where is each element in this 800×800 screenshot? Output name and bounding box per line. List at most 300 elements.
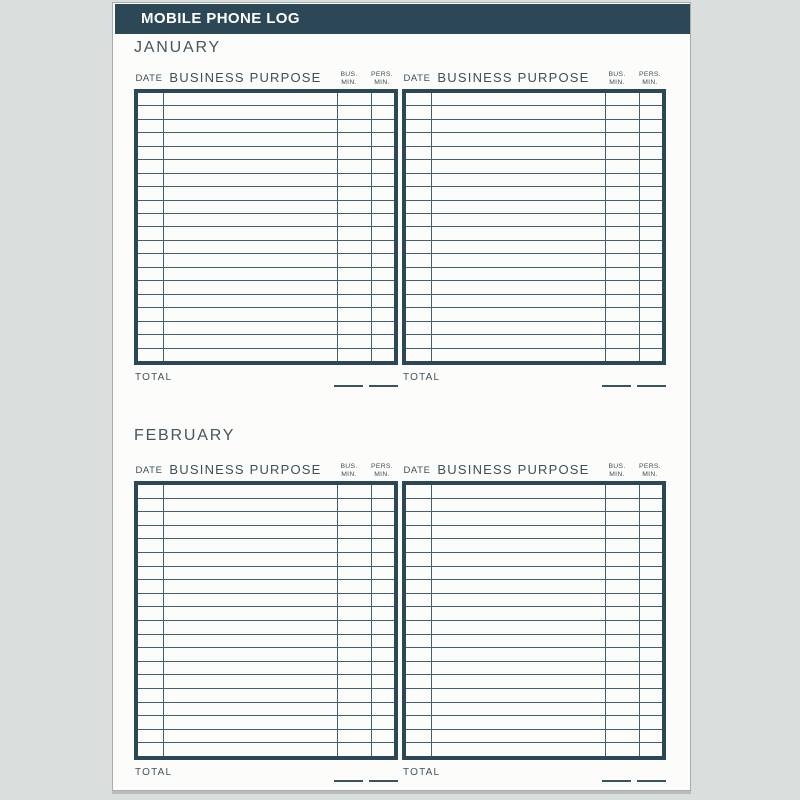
log-cell-blank bbox=[606, 730, 639, 743]
log-cell-blank bbox=[606, 621, 639, 634]
log-cell-blank bbox=[338, 526, 371, 539]
log-cell-blank bbox=[432, 621, 605, 634]
log-cell-blank bbox=[372, 201, 394, 213]
log-cell-blank bbox=[164, 580, 337, 593]
log-cell-blank bbox=[606, 743, 639, 756]
log-cell-blank bbox=[432, 526, 605, 539]
log-cell-blank bbox=[640, 214, 662, 226]
log-cell-blank bbox=[338, 349, 371, 361]
log-cell-blank bbox=[164, 499, 337, 512]
log-cell-blank bbox=[640, 743, 662, 756]
total-personal-minutes-blank-line bbox=[637, 385, 666, 387]
log-cell-blank bbox=[432, 635, 605, 648]
log-cell-blank bbox=[606, 295, 639, 307]
log-cell-blank bbox=[138, 335, 163, 347]
log-cell-blank bbox=[640, 160, 662, 172]
month-title-february: FEBRUARY bbox=[134, 427, 236, 444]
log-cell-blank bbox=[406, 662, 431, 675]
log-cell-blank bbox=[138, 662, 163, 675]
log-cell-blank bbox=[606, 526, 639, 539]
log-cell-blank bbox=[606, 675, 639, 688]
log-cell-blank bbox=[338, 539, 371, 552]
log-cell-blank bbox=[640, 201, 662, 213]
log-cell-blank bbox=[164, 308, 337, 320]
log-cell-blank bbox=[338, 689, 371, 702]
log-cell-blank bbox=[338, 580, 371, 593]
log-cell-blank bbox=[372, 120, 394, 132]
date-column-header: DATE bbox=[135, 465, 163, 476]
log-cell-blank bbox=[164, 662, 337, 675]
log-cell-blank bbox=[164, 675, 337, 688]
log-cell-blank bbox=[606, 187, 639, 199]
total-label: TOTAL bbox=[403, 767, 441, 778]
log-cell-blank bbox=[432, 147, 605, 159]
log-cell-blank bbox=[372, 241, 394, 253]
log-cell-blank bbox=[138, 689, 163, 702]
log-cell-blank bbox=[372, 485, 394, 498]
log-cell-blank bbox=[406, 187, 431, 199]
total-personal-minutes-blank-line bbox=[369, 780, 398, 782]
log-cell-blank bbox=[138, 635, 163, 648]
log-cell-blank bbox=[138, 106, 163, 118]
personal-minutes-column-header: PERS. MIN. bbox=[371, 462, 393, 478]
log-cell-blank bbox=[640, 174, 662, 186]
log-cell-blank bbox=[164, 147, 337, 159]
log-cell-blank bbox=[406, 254, 431, 266]
log-cell-blank bbox=[606, 499, 639, 512]
log-cell-blank bbox=[432, 133, 605, 145]
log-cell-blank bbox=[640, 93, 662, 105]
log-cell-blank bbox=[164, 607, 337, 620]
log-cell-blank bbox=[640, 703, 662, 716]
log-cell-blank bbox=[406, 716, 431, 729]
log-cell-blank bbox=[338, 335, 371, 347]
log-cell-blank bbox=[372, 635, 394, 648]
log-cell-blank bbox=[372, 187, 394, 199]
log-cell-blank bbox=[640, 133, 662, 145]
january-right-log-group bbox=[402, 59, 666, 391]
total-label: TOTAL bbox=[135, 767, 173, 778]
log-cell-blank bbox=[338, 621, 371, 634]
log-cell-blank bbox=[372, 147, 394, 159]
log-cell-blank bbox=[432, 567, 605, 580]
log-cell-blank bbox=[432, 214, 605, 226]
log-cell-blank bbox=[338, 106, 371, 118]
log-cell-blank bbox=[164, 120, 337, 132]
log-cell-blank bbox=[606, 703, 639, 716]
log-cell-blank bbox=[606, 93, 639, 105]
log-cell-blank bbox=[372, 227, 394, 239]
log-cell-blank bbox=[640, 241, 662, 253]
log-cell-blank bbox=[606, 174, 639, 186]
total-personal-minutes-blank-line bbox=[369, 385, 398, 387]
log-cell-blank bbox=[138, 201, 163, 213]
log-cell-blank bbox=[606, 133, 639, 145]
log-cell-blank bbox=[138, 227, 163, 239]
log-cell-blank bbox=[138, 730, 163, 743]
log-cell-blank bbox=[432, 607, 605, 620]
total-business-minutes-blank-line bbox=[602, 780, 631, 782]
log-cell-blank bbox=[372, 106, 394, 118]
log-cell-blank bbox=[338, 174, 371, 186]
log-cell-blank bbox=[164, 743, 337, 756]
log-cell-blank bbox=[406, 635, 431, 648]
log-cell-blank bbox=[372, 322, 394, 334]
log-cell-blank bbox=[138, 268, 163, 280]
log-cell-blank bbox=[138, 147, 163, 159]
log-cell-blank bbox=[406, 512, 431, 525]
log-cell-blank bbox=[432, 539, 605, 552]
log-cell-blank bbox=[372, 214, 394, 226]
log-cell-blank bbox=[372, 512, 394, 525]
log-table bbox=[402, 89, 666, 365]
form-page bbox=[112, 2, 691, 791]
log-cell-blank bbox=[406, 214, 431, 226]
log-cell-blank bbox=[372, 254, 394, 266]
log-cell-blank bbox=[372, 675, 394, 688]
log-cell-blank bbox=[606, 580, 639, 593]
log-cell-blank bbox=[640, 295, 662, 307]
log-cell-blank bbox=[164, 106, 337, 118]
log-cell-blank bbox=[432, 349, 605, 361]
log-cell-blank bbox=[406, 227, 431, 239]
log-cell-blank bbox=[432, 201, 605, 213]
total-label: TOTAL bbox=[135, 372, 173, 383]
log-cell-blank bbox=[432, 281, 605, 293]
log-cell-blank bbox=[338, 512, 371, 525]
log-cell-blank bbox=[606, 635, 639, 648]
log-cell-blank bbox=[372, 268, 394, 280]
total-row bbox=[134, 365, 398, 391]
log-cell-blank bbox=[432, 580, 605, 593]
log-cell-blank bbox=[640, 662, 662, 675]
log-cell-blank bbox=[432, 689, 605, 702]
log-cell-blank bbox=[372, 730, 394, 743]
log-cell-blank bbox=[138, 241, 163, 253]
log-cell-blank bbox=[138, 160, 163, 172]
january-left-log-group bbox=[134, 59, 398, 391]
log-cell-blank bbox=[432, 553, 605, 566]
log-cell-blank bbox=[640, 187, 662, 199]
log-cell-blank bbox=[406, 349, 431, 361]
log-cell-blank bbox=[138, 322, 163, 334]
log-cell-blank bbox=[406, 335, 431, 347]
log-cell-blank bbox=[138, 485, 163, 498]
log-cell-blank bbox=[406, 689, 431, 702]
log-cell-blank bbox=[606, 227, 639, 239]
log-cell-blank bbox=[138, 621, 163, 634]
log-cell-blank bbox=[338, 281, 371, 293]
log-cell-blank bbox=[606, 512, 639, 525]
personal-minutes-column-header: PERS. MIN. bbox=[639, 462, 661, 478]
log-cell-blank bbox=[640, 539, 662, 552]
log-cell-blank bbox=[606, 648, 639, 661]
log-cell-blank bbox=[406, 621, 431, 634]
log-cell-blank bbox=[164, 539, 337, 552]
log-cell-blank bbox=[606, 553, 639, 566]
log-cell-blank bbox=[164, 187, 337, 199]
log-cell-blank bbox=[640, 349, 662, 361]
log-cell-blank bbox=[164, 553, 337, 566]
log-cell-blank bbox=[138, 567, 163, 580]
total-label: TOTAL bbox=[403, 372, 441, 383]
log-cell-blank bbox=[606, 716, 639, 729]
log-cell-blank bbox=[338, 241, 371, 253]
log-cell-blank bbox=[406, 499, 431, 512]
log-cell-blank bbox=[406, 743, 431, 756]
log-cell-blank bbox=[432, 662, 605, 675]
total-row bbox=[402, 760, 666, 786]
log-cell-blank bbox=[372, 621, 394, 634]
log-cell-blank bbox=[372, 743, 394, 756]
log-cell-blank bbox=[164, 174, 337, 186]
log-cell-blank bbox=[338, 308, 371, 320]
log-cell-blank bbox=[640, 730, 662, 743]
log-cell-blank bbox=[406, 106, 431, 118]
business-purpose-column-header: BUSINESS PURPOSE bbox=[437, 462, 590, 477]
log-cell-blank bbox=[606, 147, 639, 159]
log-cell-blank bbox=[338, 187, 371, 199]
log-cell-blank bbox=[164, 512, 337, 525]
log-cell-blank bbox=[406, 133, 431, 145]
log-cell-blank bbox=[338, 133, 371, 145]
log-cell-blank bbox=[372, 93, 394, 105]
log-cell-blank bbox=[338, 675, 371, 688]
log-cell-blank bbox=[406, 594, 431, 607]
log-cell-blank bbox=[372, 607, 394, 620]
log-cell-blank bbox=[372, 594, 394, 607]
log-cell-blank bbox=[406, 93, 431, 105]
log-cell-blank bbox=[406, 703, 431, 716]
log-cell-blank bbox=[432, 106, 605, 118]
log-cell-blank bbox=[640, 580, 662, 593]
log-cell-blank bbox=[338, 485, 371, 498]
log-cell-blank bbox=[372, 648, 394, 661]
column-headers bbox=[402, 59, 666, 89]
log-cell-blank bbox=[640, 594, 662, 607]
log-cell-blank bbox=[138, 539, 163, 552]
log-cell-blank bbox=[606, 349, 639, 361]
log-cell-blank bbox=[406, 526, 431, 539]
february-right-log-group bbox=[402, 451, 666, 786]
log-cell-blank bbox=[372, 281, 394, 293]
log-cell-blank bbox=[606, 160, 639, 172]
log-cell-blank bbox=[164, 214, 337, 226]
log-cell-blank bbox=[372, 662, 394, 675]
log-cell-blank bbox=[338, 93, 371, 105]
log-cell-blank bbox=[640, 106, 662, 118]
log-cell-blank bbox=[372, 295, 394, 307]
log-cell-blank bbox=[432, 120, 605, 132]
log-cell-blank bbox=[372, 716, 394, 729]
log-cell-blank bbox=[406, 201, 431, 213]
log-cell-blank bbox=[406, 580, 431, 593]
month-title-january: JANUARY bbox=[134, 39, 221, 56]
log-cell-blank bbox=[606, 322, 639, 334]
log-cell-blank bbox=[406, 268, 431, 280]
log-cell-blank bbox=[406, 174, 431, 186]
log-cell-blank bbox=[432, 322, 605, 334]
personal-minutes-column-header: PERS. MIN. bbox=[371, 70, 393, 86]
log-cell-blank bbox=[406, 322, 431, 334]
log-cell-blank bbox=[432, 254, 605, 266]
log-cell-blank bbox=[138, 553, 163, 566]
log-cell-blank bbox=[164, 621, 337, 634]
column-headers bbox=[134, 59, 398, 89]
log-cell-blank bbox=[606, 254, 639, 266]
log-cell-blank bbox=[640, 648, 662, 661]
log-table bbox=[134, 481, 398, 760]
log-cell-blank bbox=[372, 580, 394, 593]
log-cell-blank bbox=[606, 214, 639, 226]
log-cell-blank bbox=[372, 703, 394, 716]
log-cell-blank bbox=[138, 648, 163, 661]
total-row bbox=[402, 365, 666, 391]
business-minutes-column-header: BUS. MIN. bbox=[608, 70, 626, 86]
log-cell-blank bbox=[164, 322, 337, 334]
log-cell-blank bbox=[432, 187, 605, 199]
log-cell-blank bbox=[372, 349, 394, 361]
date-column-header: DATE bbox=[403, 465, 431, 476]
business-minutes-column-header: BUS. MIN. bbox=[340, 70, 358, 86]
log-cell-blank bbox=[406, 160, 431, 172]
log-cell-blank bbox=[138, 607, 163, 620]
log-cell-blank bbox=[640, 120, 662, 132]
log-cell-blank bbox=[372, 539, 394, 552]
log-cell-blank bbox=[432, 485, 605, 498]
log-cell-blank bbox=[432, 160, 605, 172]
log-cell-blank bbox=[640, 689, 662, 702]
log-cell-blank bbox=[640, 607, 662, 620]
log-cell-blank bbox=[338, 743, 371, 756]
log-cell-blank bbox=[372, 526, 394, 539]
log-cell-blank bbox=[372, 335, 394, 347]
log-cell-blank bbox=[640, 322, 662, 334]
log-cell-blank bbox=[138, 594, 163, 607]
log-cell-blank bbox=[164, 335, 337, 347]
log-cell-blank bbox=[338, 607, 371, 620]
log-cell-blank bbox=[164, 703, 337, 716]
log-cell-blank bbox=[606, 594, 639, 607]
log-cell-blank bbox=[640, 227, 662, 239]
log-cell-blank bbox=[640, 512, 662, 525]
date-column-header: DATE bbox=[403, 73, 431, 84]
log-cell-blank bbox=[338, 201, 371, 213]
log-cell-blank bbox=[406, 539, 431, 552]
log-cell-blank bbox=[640, 675, 662, 688]
log-cell-blank bbox=[406, 485, 431, 498]
log-cell-blank bbox=[164, 526, 337, 539]
log-cell-blank bbox=[138, 214, 163, 226]
log-cell-blank bbox=[338, 635, 371, 648]
log-cell-blank bbox=[640, 281, 662, 293]
log-cell-blank bbox=[138, 526, 163, 539]
log-cell-blank bbox=[338, 716, 371, 729]
log-cell-blank bbox=[406, 730, 431, 743]
log-cell-blank bbox=[432, 675, 605, 688]
log-cell-blank bbox=[372, 160, 394, 172]
log-cell-blank bbox=[138, 743, 163, 756]
log-cell-blank bbox=[606, 539, 639, 552]
log-cell-blank bbox=[164, 716, 337, 729]
log-cell-blank bbox=[372, 133, 394, 145]
log-cell-blank bbox=[164, 648, 337, 661]
log-cell-blank bbox=[338, 214, 371, 226]
log-cell-blank bbox=[432, 743, 605, 756]
column-headers bbox=[134, 451, 398, 481]
log-cell-blank bbox=[432, 648, 605, 661]
log-cell-blank bbox=[338, 268, 371, 280]
log-cell-blank bbox=[406, 648, 431, 661]
personal-minutes-column-header: PERS. MIN. bbox=[639, 70, 661, 86]
log-cell-blank bbox=[432, 716, 605, 729]
log-cell-blank bbox=[372, 689, 394, 702]
total-row bbox=[134, 760, 398, 786]
total-business-minutes-blank-line bbox=[334, 385, 363, 387]
log-cell-blank bbox=[406, 607, 431, 620]
log-cell-blank bbox=[138, 675, 163, 688]
log-cell-blank bbox=[406, 241, 431, 253]
log-cell-blank bbox=[640, 716, 662, 729]
log-cell-blank bbox=[606, 485, 639, 498]
log-cell-blank bbox=[138, 133, 163, 145]
log-cell-blank bbox=[338, 254, 371, 266]
log-cell-blank bbox=[640, 485, 662, 498]
log-cell-blank bbox=[164, 594, 337, 607]
log-cell-blank bbox=[606, 689, 639, 702]
log-cell-blank bbox=[138, 308, 163, 320]
log-cell-blank bbox=[640, 308, 662, 320]
log-cell-blank bbox=[338, 553, 371, 566]
log-cell-blank bbox=[164, 730, 337, 743]
date-column-header: DATE bbox=[135, 73, 163, 84]
log-cell-blank bbox=[606, 241, 639, 253]
log-cell-blank bbox=[432, 499, 605, 512]
log-cell-blank bbox=[432, 730, 605, 743]
log-cell-blank bbox=[640, 499, 662, 512]
log-cell-blank bbox=[164, 268, 337, 280]
business-minutes-column-header: BUS. MIN. bbox=[608, 462, 626, 478]
log-cell-blank bbox=[138, 254, 163, 266]
total-business-minutes-blank-line bbox=[602, 385, 631, 387]
log-cell-blank bbox=[432, 308, 605, 320]
log-cell-blank bbox=[338, 147, 371, 159]
log-cell-blank bbox=[432, 268, 605, 280]
log-cell-blank bbox=[606, 662, 639, 675]
log-cell-blank bbox=[338, 594, 371, 607]
log-cell-blank bbox=[164, 241, 337, 253]
log-cell-blank bbox=[406, 295, 431, 307]
log-cell-blank bbox=[164, 295, 337, 307]
log-cell-blank bbox=[138, 93, 163, 105]
log-cell-blank bbox=[432, 594, 605, 607]
business-minutes-column-header: BUS. MIN. bbox=[340, 462, 358, 478]
log-cell-blank bbox=[606, 201, 639, 213]
log-cell-blank bbox=[406, 308, 431, 320]
log-cell-blank bbox=[640, 567, 662, 580]
log-cell-blank bbox=[432, 241, 605, 253]
log-cell-blank bbox=[138, 120, 163, 132]
business-purpose-column-header: BUSINESS PURPOSE bbox=[437, 70, 590, 85]
log-cell-blank bbox=[606, 268, 639, 280]
log-cell-blank bbox=[338, 730, 371, 743]
log-cell-blank bbox=[138, 512, 163, 525]
log-cell-blank bbox=[406, 567, 431, 580]
log-cell-blank bbox=[432, 93, 605, 105]
log-cell-blank bbox=[606, 106, 639, 118]
log-cell-blank bbox=[138, 580, 163, 593]
log-cell-blank bbox=[338, 662, 371, 675]
